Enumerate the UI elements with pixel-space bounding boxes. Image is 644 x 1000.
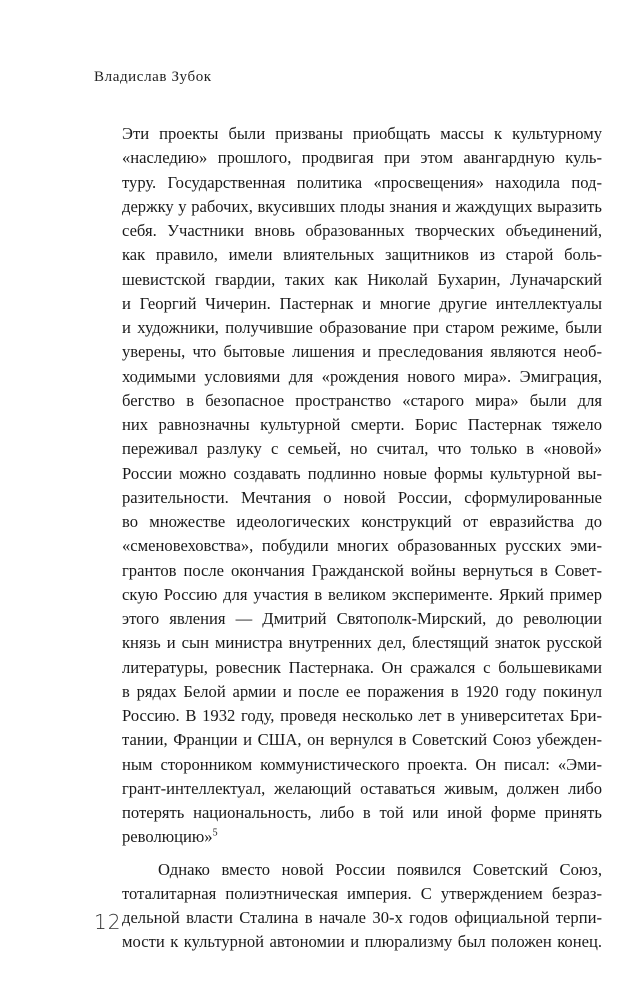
text-line: шевистской гвардии, таких как Николай Бухарин, Луначарский (122, 269, 602, 289)
text-line: скую Россию для участия в великом эксперименте. Яркий пример (122, 584, 602, 604)
text-line: Эти проекты были призваны приобщать массы к культурному (122, 124, 602, 143)
running-head: Владислав Зубок (94, 69, 212, 85)
text-line: в рядах Белой армии и после ее поражения в 1920 году покинул (122, 681, 602, 701)
text-line-last (122, 825, 602, 849)
text-line: мости к культурной автономии и плюрализму был положен конец. (122, 932, 602, 952)
paragraph-1 (122, 122, 602, 850)
text-line: дельной власти Сталина в начале 30-х годов официальной терпи- (122, 908, 602, 927)
text-line: тоталитарная полиэтническая империя. С утверждением безраз- (122, 883, 602, 903)
text-line: Однако вместо новой России появился Советский Союз, (158, 859, 602, 879)
text-line: грант-интеллектуал, желающий оставаться живым, должен либо (122, 778, 602, 798)
text-line: ходимыми условиями для «рождения нового мира». Эмиграция, (122, 366, 602, 386)
text-line: этого явления — Дмитрий Святополк-Мирский, до революции (122, 609, 602, 628)
text-line: литературы, ровесник Пастернака. Он сражался с большевиками (122, 657, 602, 677)
text-line: «наследию» прошлого, продвигая при этом авангардную куль- (122, 148, 602, 168)
text-line: туру. Государственная политика «просвещения» находила под- (122, 172, 602, 192)
text-line: Россию. В 1932 году, проведя несколько лет в университетах Бри- (122, 706, 602, 725)
text-line: России можно создавать подлинно новые формы культурной вы- (122, 463, 602, 483)
text-line: и Георгий Чичерин. Пастернак и многие другие интеллектуалы (122, 293, 602, 313)
text-line: себя. Участники вновь образованных творческих объединений, (122, 221, 602, 240)
text-line: потерять национальность, либо в той или иной форме принять (122, 803, 602, 822)
text-line: князь и сын министра внутренних дел, блестящий знаток русской (122, 633, 602, 653)
text-line: разительности. Мечтания о новой России, сформулированные (122, 487, 602, 507)
paragraph-2 (122, 858, 602, 955)
text-line: переживал разлуку с семьей, но считал, что только в «новой» (122, 439, 602, 459)
footnote-reference[interactable]: 5 (212, 827, 218, 839)
page-number: 12 (94, 910, 122, 934)
text-line: во множестве идеологических конструкций от евразийства до (122, 512, 602, 531)
text-line: бегство в безопасное пространство «старого мира» были для (122, 390, 602, 410)
text-line: тании, Франции и США, он вернулся в Советский Союз убежден- (122, 730, 602, 750)
last-line-text: революцию» (122, 827, 213, 847)
text-line: ным сторонником коммунистического проекта. Он писал: «Эми- (122, 754, 602, 774)
text-line: как правило, имели влиятельных защитников из старой боль- (122, 245, 602, 265)
text-line: держку у рабочих, вкусивших плоды знания и жаждущих выразить (122, 196, 602, 216)
text-line: «сменовеховства», побудили многих образованных русских эми- (122, 536, 602, 556)
paragraph-gap (122, 850, 602, 858)
text-line: них равнозначны культурной смерти. Борис Пастернак тяжело (122, 415, 602, 434)
body-text (122, 122, 602, 955)
text-line: и художники, получившие образование при старом режиме, были (122, 318, 602, 337)
text-line: грантов после окончания Гражданской войны вернуться в Совет- (122, 560, 602, 580)
text-line: уверены, что бытовые лишения и преследования являются необ- (122, 342, 602, 362)
